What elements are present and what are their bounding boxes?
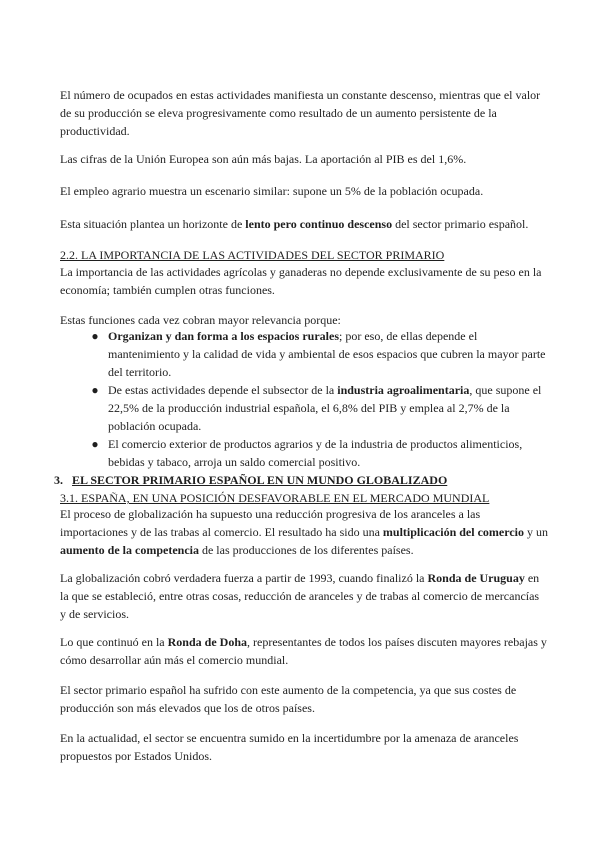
text-run: y un [524, 525, 548, 539]
chapter-heading [54, 471, 548, 489]
list-item [60, 327, 548, 381]
bullet-icon: ● [91, 383, 99, 397]
text-run: Lo que continuó en la [60, 635, 168, 649]
text-run: El número de ocupados en estas actividades manifiesta un constante descenso, mientras que el valor de su producción se eleva progresivamente como resultado de un aumento persistente de la productividad. [60, 88, 541, 138]
text-run: En la actualidad, el sector se encuentra sumido en la incertidumbre por la amenaza de aranceles propuestos por Estados Unidos. [60, 731, 519, 763]
text-run: El sector primario español ha sufrido con este aumento de la competencia, ya que sus costes de producción son más elevados que los de otros países. [60, 683, 517, 715]
list-item [60, 381, 548, 435]
text-run: Las cifras de la Unión Europea son aún más bajas. La aportación al PIB es del 1,6%. [60, 152, 467, 166]
text-run: Esta situación plantea un horizonte de [60, 217, 246, 231]
list-item-text [108, 329, 546, 379]
emphasis-text: Ronda de Doha [167, 635, 247, 649]
text-run: del sector primario español. [392, 217, 529, 231]
bullet-lead: Estas funciones cada vez cobran mayor relevancia porque: [60, 313, 341, 327]
paragraph [60, 569, 548, 623]
emphasis-text: industria agroalimentaria [337, 383, 470, 397]
paragraph [60, 633, 548, 669]
bullet-list [60, 327, 548, 471]
text-run: ; por eso, de ellas depende el mantenimiento y la calidad de vida y ambiental de esos espacios que cubren la mayor parte del territorio. [108, 329, 546, 379]
chapter-title: EL SECTOR PRIMARIO ESPAÑOL EN UN MUNDO GLOBALIZADO [72, 473, 448, 487]
paragraph [60, 681, 548, 717]
text-run: El proceso de globalización ha supuesto una reducción progresiva de los aranceles a las importaciones y de las trabas al comercio. El resultado ha sido una [60, 507, 481, 539]
emphasis-text: Ronda de Uruguay [427, 571, 525, 585]
section-heading: 3.1. ESPAÑA, EN UNA POSICIÓN DESFAVORABLE EN EL MERCADO MUNDIAL [60, 491, 490, 505]
text-run: El empleo agrario muestra un escenario similar: supone un 5% de la población ocupada. [60, 184, 484, 198]
section-heading: 2.2. LA IMPORTANCIA DE LAS ACTIVIDADES DEL SECTOR PRIMARIO [60, 248, 445, 262]
text-run: en la que se estableció, entre otras cosas, reducción de aranceles y de trabas al comercio de mercancías y de servicios. [60, 571, 540, 621]
paragraph [60, 215, 548, 233]
paragraph [60, 505, 548, 559]
chapter-number: 3. [54, 473, 63, 487]
list-item-text [108, 383, 541, 433]
emphasis-text: lento pero continuo descenso [245, 217, 393, 231]
paragraph [60, 86, 548, 140]
text-run: , que supone el 22,5% de la producción industrial española, el 6,8% del PIB y emplea al 2,7% de la población ocupada. [108, 383, 542, 433]
emphasis-text: aumento de la competencia [60, 543, 199, 557]
text-run: De estas actividades depende el subsector de la [108, 383, 338, 397]
bullet-icon: ● [91, 437, 99, 451]
emphasis-text: multiplicación del comercio [382, 525, 524, 539]
paragraph [60, 729, 548, 765]
paragraph [60, 182, 548, 200]
text-run: , representantes de todos los países discuten mayores rebajas y cómo desarrollar aún más el comercio mundial. [60, 635, 547, 667]
list-item [60, 435, 548, 471]
paragraph [60, 150, 548, 168]
list-item-text [108, 437, 522, 469]
text-run: El comercio exterior de productos agrarios y de la industria de productos alimenticios, bebidas y tabaco, arroja un saldo comercial positivo. [108, 437, 523, 469]
section-intro: La importancia de las actividades agrícolas y ganaderas no depende exclusivamente de su peso en la economía; también cumplen otras funciones. [60, 265, 542, 297]
text-run: de las producciones de los diferentes países. [198, 543, 414, 557]
text-run: La globalización cobró verdadera fuerza a partir de 1993, cuando finalizó la [60, 571, 428, 585]
bullet-icon: ● [91, 329, 99, 343]
emphasis-text: Organizan y dan forma a los espacios rurales [108, 329, 339, 343]
